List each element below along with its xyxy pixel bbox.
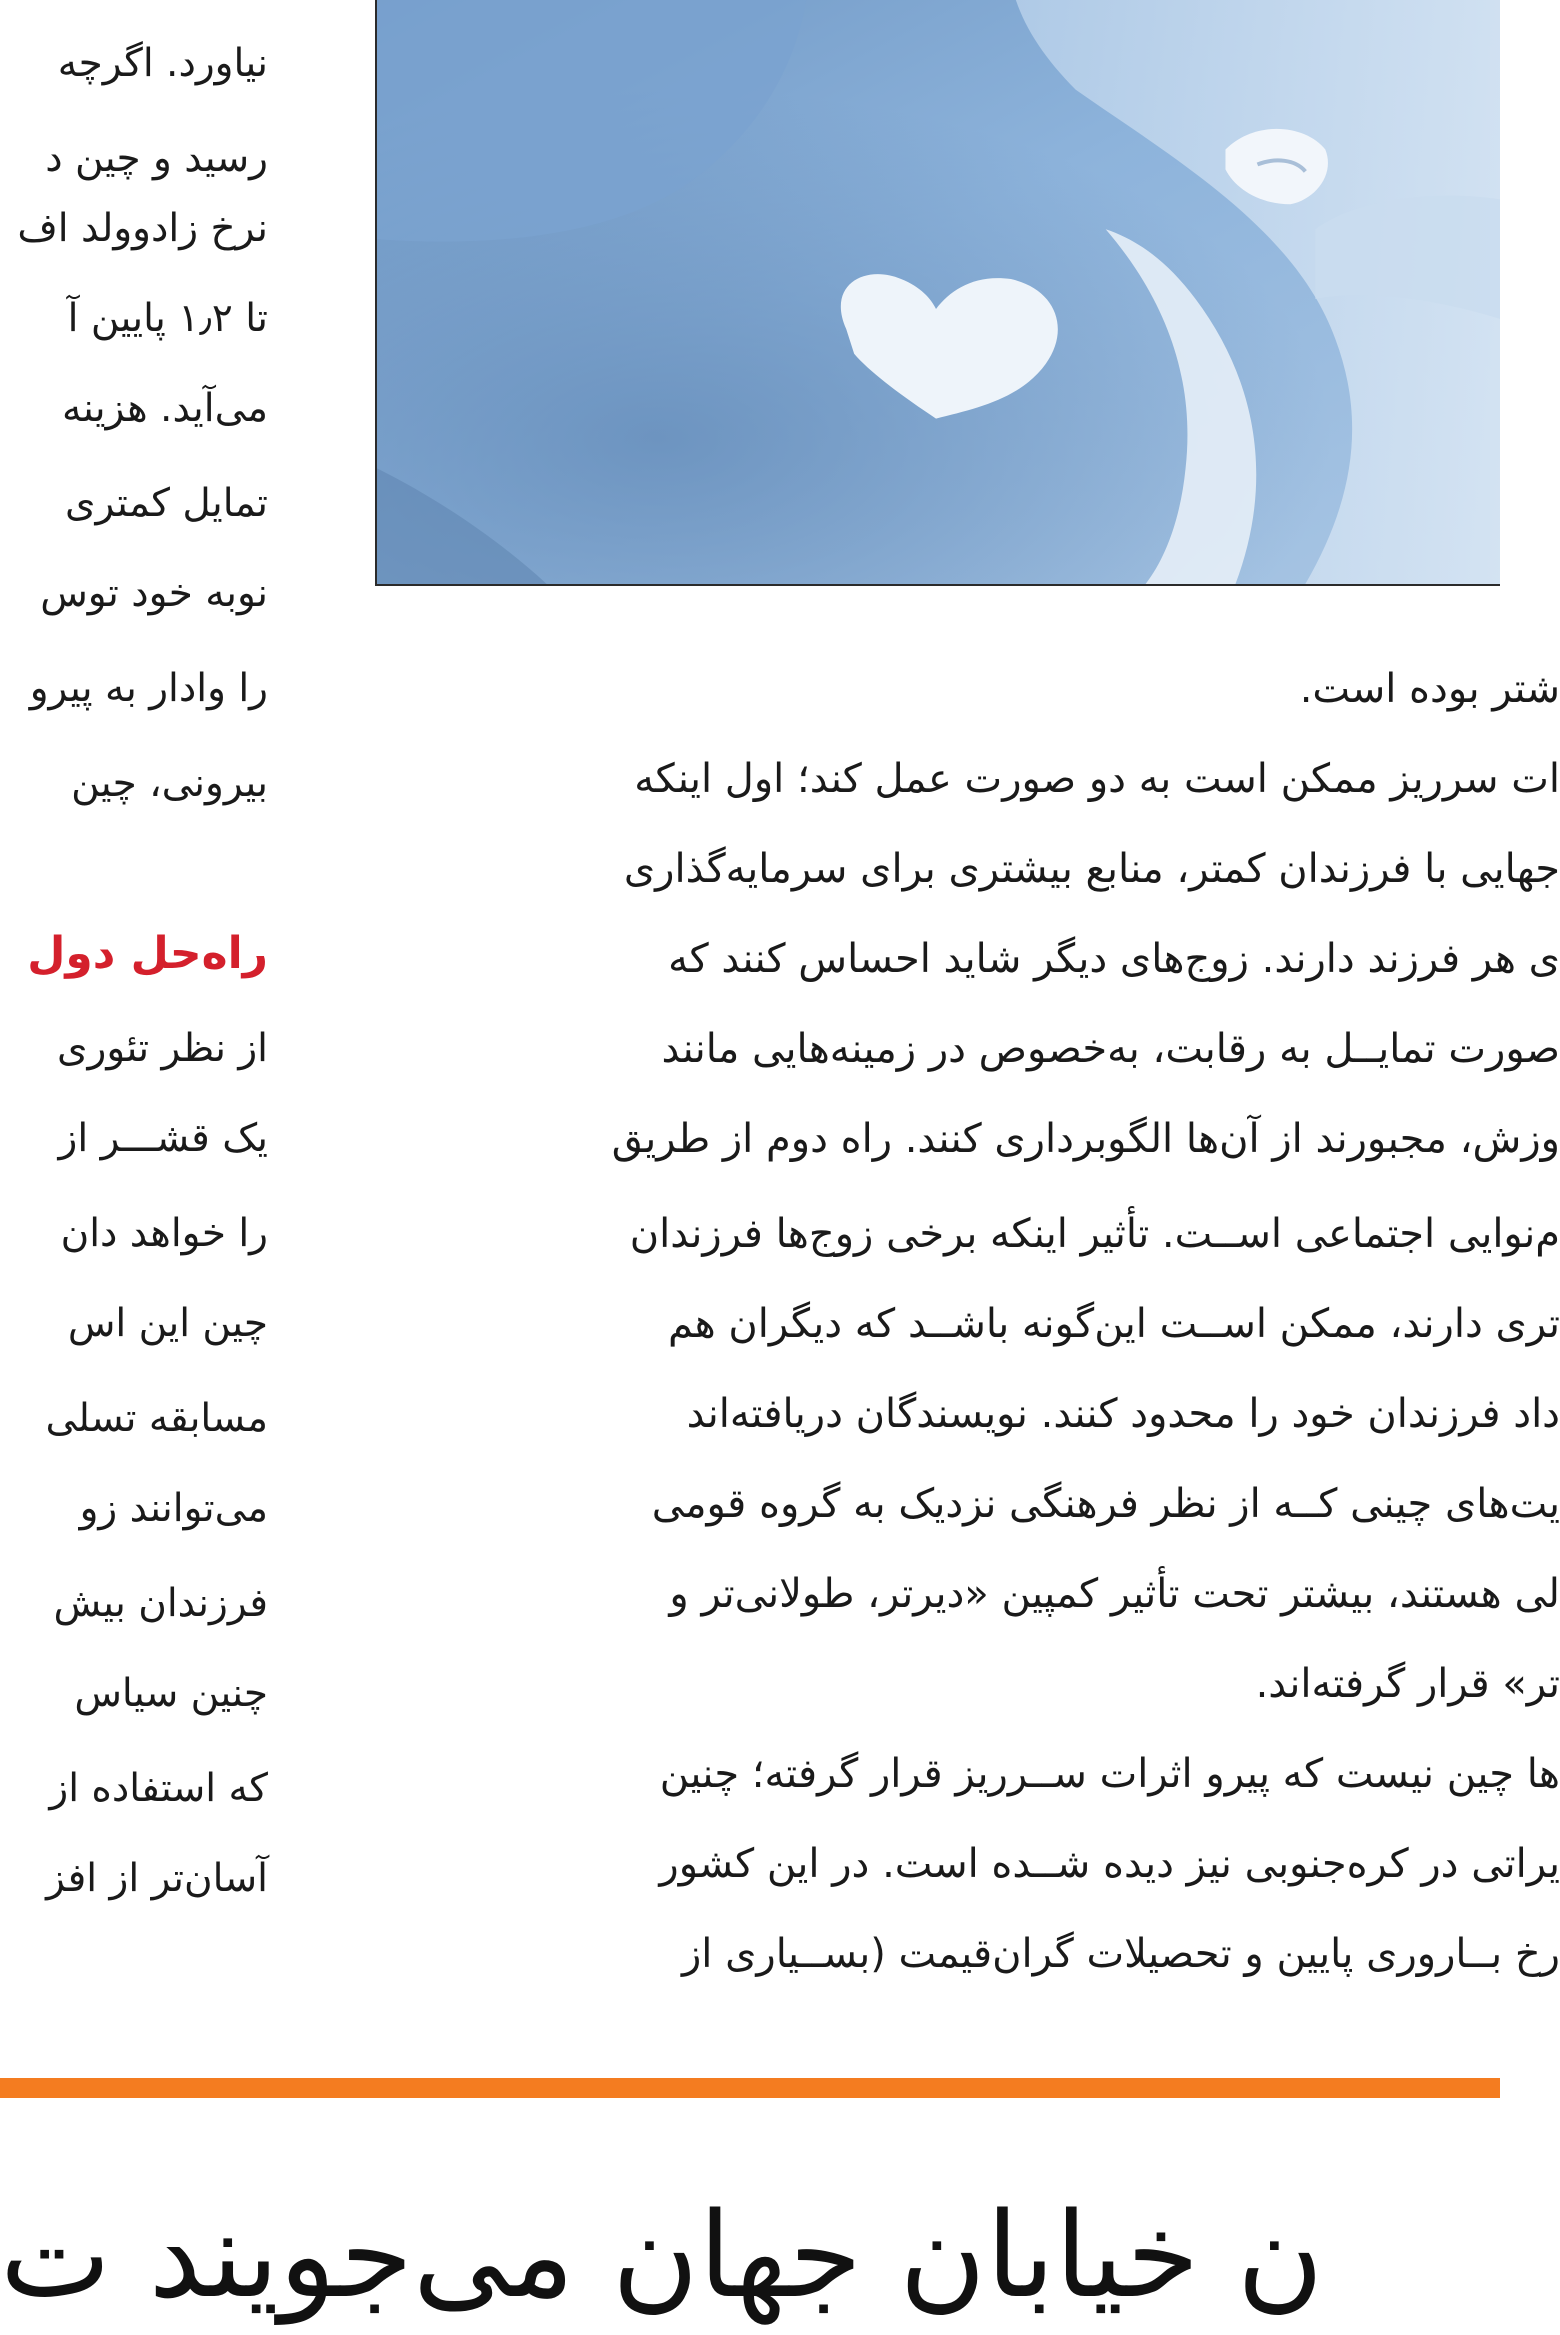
left-line: چین این اس <box>67 1301 268 1346</box>
left-line: را خواهد دان <box>60 1211 268 1256</box>
left-line: مسابقه تسلی <box>45 1396 268 1441</box>
right-line: ات سرریز ممکن است به دو صورت عمل کند؛ اول اینکه <box>634 756 1560 802</box>
left-line: فرزندان بیش <box>53 1581 268 1626</box>
next-article-headline: ن خیابان جهان می‌جویند ت <box>0 2186 1324 2324</box>
right-line: تر» قرار گرفته‌اند. <box>1255 1661 1560 1707</box>
left-line: بیرونی، چین <box>71 761 268 806</box>
left-line: چنین سیاس <box>74 1671 268 1716</box>
left-line: را وادار به پیرو <box>29 666 268 711</box>
right-line: داد فرزندان خود را محدود کنند. نویسندگان دریافته‌اند <box>686 1391 1560 1437</box>
left-line: رسید و چین د <box>45 136 268 181</box>
right-line: ی هر فرزند دارند. زوج‌های دیگر شاید احساس کنند که <box>668 936 1560 982</box>
left-line: نوبه خود توس <box>40 571 268 616</box>
left-line: نیاورد. اگرچه <box>57 41 268 86</box>
right-line: م‌نوایی اجتماعی اســت. تأثیر اینکه برخی زوج‌ها فرزندان <box>629 1211 1560 1257</box>
left-line: نرخ زادوولد اف <box>17 206 268 251</box>
orange-divider <box>0 2078 1500 2098</box>
right-line: شتر بوده است. <box>1299 666 1560 712</box>
left-column <box>0 0 268 1900</box>
left-line: از نظر تئوری <box>57 1026 268 1071</box>
right-column <box>375 0 1560 1977</box>
left-line: می‌توانند زو <box>79 1486 268 1531</box>
left-line: آسان‌تر از افز <box>46 1856 268 1901</box>
left-line: تمایل کمتری <box>65 481 268 526</box>
right-line: وزش، مجبورند از آن‌ها الگوبرداری کنند. راه دوم از طریق <box>611 1116 1560 1162</box>
left-line: که استفاده از <box>49 1766 268 1811</box>
left-line: یک قشـــر از <box>58 1116 268 1161</box>
right-line: ها چین نیست که پیرو اثرات ســرریز قرار گرفته؛ چنین <box>659 1751 1560 1797</box>
right-line: رخ بــاروری پایین و تحصیلات گران‌قیمت (بســیاری از <box>681 1931 1560 1977</box>
left-line: می‌آید. هزینه <box>62 386 268 431</box>
right-line: تری دارند، ممکن اســت این‌گونه باشــد که دیگران هم <box>668 1301 1560 1347</box>
right-line: لی هستند، بیشتر تحت تأثیر کمپین «دیرتر، طولانی‌تر و <box>669 1571 1560 1617</box>
right-line: جهایی با فرزندان کمتر، منابع بیشتری برای سرمایه‌گذاری <box>623 846 1560 892</box>
right-line: یراتی در کره‌جنوبی نیز دیده شــده است. در این کشور <box>659 1841 1560 1887</box>
left-line: تا ۱٫۲ پایین آ <box>67 296 268 341</box>
right-line: صورت تمایــل به رقابت، به‌خصوص در زمینه‌هایی مانند <box>661 1026 1560 1072</box>
section-heading: راه‌حل دول <box>27 928 268 979</box>
right-line: یت‌های چینی کــه از نظر فرهنگی نزدیک به گروه قومی <box>651 1481 1560 1527</box>
